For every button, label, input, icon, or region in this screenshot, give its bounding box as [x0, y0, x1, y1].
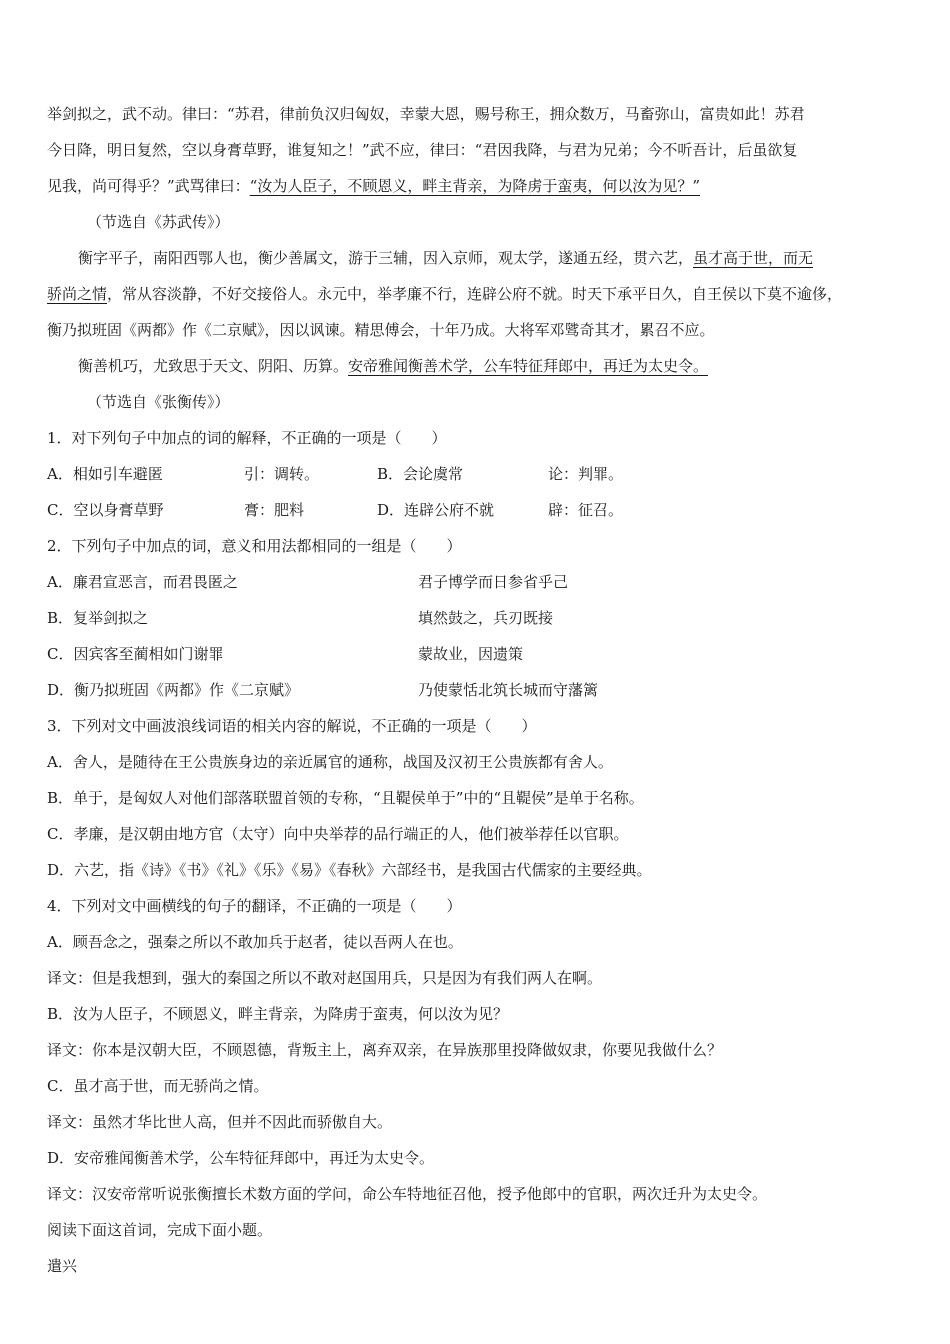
option-c: C．孝廉，是汉朝由地方官（太守）向中央举荐的品行端正的人，他们被举荐任以官职。: [47, 825, 629, 843]
option-b: B．汝为人臣子，不顾恩义，畔主背亲，为降虏于蛮夷，何以汝为见？: [47, 1005, 509, 1023]
option-c-gloss: 膏：肥料: [244, 501, 305, 519]
passage-text: 衡善机巧，尤致思于天文、阴阳、历算。: [78, 357, 349, 375]
option-d-compare: 乃使蒙恬北筑长城而守藩篱: [418, 681, 599, 699]
source-note: （节选自《张衡传》）: [87, 393, 230, 411]
question-stem: 4．下列对文中画横线的句子的翻译，不正确的一项是（ ）: [47, 897, 462, 915]
option-c-compare: 蒙故业，因遗策: [418, 645, 524, 663]
option-c: C．虽才高于世，而无骄尚之情。: [47, 1077, 269, 1095]
passage-text: 衡字平子，南阳西鄂人也，衡少善属文，游于三辅，因入京师，观太学，遂通五经，贯六艺，: [78, 249, 694, 267]
option-d: D．六艺，指《诗》《书》《礼》《乐》《易》《春秋》六部经书，是我国古代儒家的主要经典。: [47, 861, 652, 879]
underlined-sentence: 安帝雅闻衡善术学，公车特征拜郎中，再迁为太史令。: [348, 357, 709, 375]
option-c: C．因宾客至蔺相如门谢罪: [47, 645, 224, 663]
passage-line: 今日降，明日复然，空以身膏草野，谁复知之！”武不应，律曰：“君因我降，与君为兄弟；今不听吾计，后虽欲复: [47, 141, 798, 159]
question-2: [47, 528, 906, 708]
option-row: [47, 672, 906, 708]
option-d: D．连辟公府不就: [377, 501, 495, 519]
option-d-gloss: 辟：征召。: [548, 501, 624, 519]
reading-instruction: 阅读下面这首词，完成下面小题。: [47, 1221, 273, 1239]
passage-line: [47, 240, 906, 276]
translation-c: 译文：虽然才华比世人高，但并不因此而骄傲自大。: [47, 1113, 393, 1131]
passage-zhang-heng: [47, 240, 906, 420]
question-1: [47, 420, 906, 528]
passage-line: [47, 168, 906, 204]
option-c: C．空以身膏草野: [47, 501, 164, 519]
option-a: A．舍人，是随待在王公贵族身边的亲近属官的通称，战国及汉初王公贵族都有舍人。: [47, 753, 613, 771]
passage-line: [47, 348, 906, 384]
option-b-gloss: 论：判罪。: [548, 465, 624, 483]
option-b: B．复举剑拟之: [47, 609, 149, 627]
source-note: （节选自《苏武传》）: [87, 213, 230, 231]
option-a: A．相如引车避匿: [47, 465, 163, 483]
question-stem: 2．下列句子中加点的词，意义和用法都相同的一组是（ ）: [47, 537, 462, 555]
question-stem: 1．对下列句子中加点的词的解释，不正确的一项是（ ）: [47, 429, 447, 447]
option-d: D．安帝雅闻衡善术学，公车特征拜郎中，再迁为太史令。: [47, 1149, 435, 1167]
question-stem: 3．下列对文中画波浪线词语的相关内容的解说，不正确的一项是（ ）: [47, 717, 537, 735]
option-b: B．会论虞常: [377, 465, 464, 483]
poem-section: [47, 1212, 906, 1284]
passage-line: 衡乃拟班固《两都》作《二京赋》，因以讽谏。精思傅会，十年乃成。大将军邓骘奇其才，累召不应。: [47, 321, 715, 339]
translation-b: 译文：你本是汉朝大臣，不顾恩德，背叛主上，离弃双亲，在异族那里投降做奴隶，你要见我做什么？: [47, 1041, 723, 1059]
question-4: [47, 888, 906, 1212]
passage-text: 见我，尚可得乎？”武骂律曰：: [47, 177, 250, 195]
option-a: A．廉君宣恶言，而君畏匿之: [47, 573, 238, 591]
translation-d: 译文：汉安帝常听说张衡擅长术数方面的学问，命公车特地征召他，授予他郎中的官职，两次迁升为太史令。: [47, 1185, 768, 1203]
translation-a: 译文：但是我想到，强大的秦国之所以不敢对赵国用兵，只是因为有我们两人在啊。: [47, 969, 603, 987]
question-3: [47, 708, 906, 888]
option-row: [47, 492, 906, 528]
underlined-sentence: “汝为人臣子，不顾恩义，畔主背亲，为降虏于蛮夷，何以汝为见？”: [249, 177, 701, 195]
underlined-sentence: 虽才高于世，而无: [693, 249, 814, 267]
option-a-compare: 君子博学而日参省乎己: [418, 573, 569, 591]
option-row: [47, 600, 906, 636]
passage-line: 举剑拟之，武不动。律曰：“苏君，律前负汉归匈奴，幸蒙大恩，赐号称王，拥众数万，马畜弥山，富贵如此！苏君: [47, 105, 805, 123]
option-row: [47, 636, 906, 672]
option-row: [47, 456, 906, 492]
underlined-sentence: 骄尚之情: [47, 285, 108, 303]
poem-title: 遣兴: [47, 1257, 78, 1275]
option-b-compare: 填然鼓之，兵刃既接: [418, 609, 554, 627]
option-row: [47, 564, 906, 600]
option-a: A．顾吾念之，强秦之所以不敢加兵于赵者，徒以吾两人在也。: [47, 933, 463, 951]
option-b: B．单于，是匈奴人对他们部落联盟首领的专称，“且鞮侯单于”中的“且鞮侯”是单于名称。: [47, 789, 644, 807]
option-a-gloss: 引：调转。: [244, 465, 320, 483]
passage-su-wu: [47, 96, 906, 240]
option-d: D．衡乃拟班固《两都》作《二京赋》: [47, 681, 300, 699]
passage-text: ，常从容淡静，不好交接俗人。永元中，举孝廉不行，连辟公府不就。时天下承平日久，自王侯以下莫不逾侈，: [107, 285, 843, 303]
passage-line: [47, 276, 906, 312]
